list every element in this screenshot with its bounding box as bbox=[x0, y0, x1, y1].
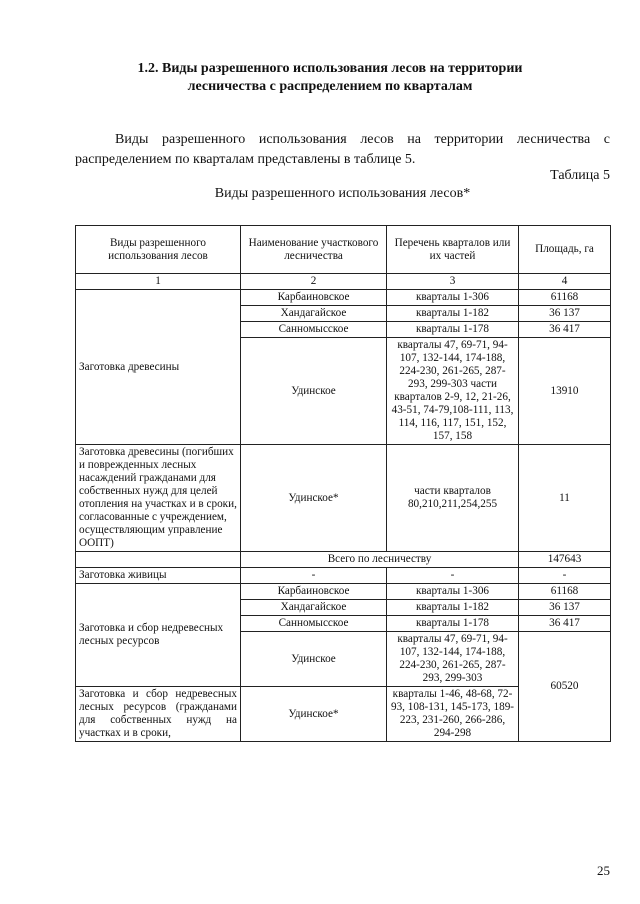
quarters-cell: кварталы 1-306 bbox=[387, 584, 519, 600]
area-cell: 11 bbox=[519, 445, 611, 552]
total-row bbox=[76, 552, 611, 568]
area-cell: 61168 bbox=[519, 584, 611, 600]
quarters-cell: кварталы 1-46, 48-68, 72-93, 108-131, 145-173, 189-223, 231-260, 266-286, 294-298 bbox=[387, 687, 519, 742]
table-row bbox=[76, 584, 611, 600]
total-label: Всего по лесничеству bbox=[241, 552, 519, 568]
table-row bbox=[76, 568, 611, 584]
use-type-cell: Заготовка и сбор недревесных лесных ресурсов bbox=[76, 584, 241, 687]
area-cell: 36 417 bbox=[519, 616, 611, 632]
table-label: Таблица 5 bbox=[550, 168, 610, 183]
header-cell: Виды разрешенного использования лесов bbox=[76, 226, 241, 274]
area-cell: 61168 bbox=[519, 290, 611, 306]
forestry-name: Удинское bbox=[241, 632, 387, 687]
column-number: 4 bbox=[519, 274, 611, 290]
page-number: 25 bbox=[597, 863, 610, 878]
forestry-name: Хандагайское bbox=[241, 600, 387, 616]
quarters-cell: - bbox=[387, 568, 519, 584]
use-type-cell: Заготовка и сбор недревесных лесных ресурсов (гражданами для собственных нужд на участках и в сроки, bbox=[76, 687, 241, 742]
forestry-name: Карбаиновское bbox=[241, 584, 387, 600]
use-type-cell: Заготовка древесины bbox=[76, 290, 241, 445]
use-type-cell: Заготовка живицы bbox=[76, 568, 241, 584]
forestry-name: Удинское* bbox=[241, 687, 387, 742]
quarters-cell: кварталы 47, 69-71, 94-107, 132-144, 174-188, 224-230, 261-265, 287-293, 299-303 bbox=[387, 632, 519, 687]
header-cell: Площадь, га bbox=[519, 226, 611, 274]
table-row bbox=[76, 445, 611, 552]
area-cell: - bbox=[519, 568, 611, 584]
area-cell: 36 137 bbox=[519, 600, 611, 616]
intro-paragraph: Виды разрешенного использования лесов на территории лесничества с распределением по кварталам представлены в таблице 5. bbox=[75, 132, 610, 167]
forestry-name: Санномысское bbox=[241, 322, 387, 338]
use-type-cell: Заготовка древесины (погибших и поврежденных лесных насаждений гражданами для собственных нужд для целей отопления на участках и в сроки, согласованные с учреждением, осуществляющим управление ООПТ) bbox=[76, 445, 241, 552]
table-header-row bbox=[76, 226, 611, 274]
quarters-cell: части кварталов 80,210,211,254,255 bbox=[387, 445, 519, 552]
total-area: 147643 bbox=[519, 552, 611, 568]
forestry-name: Карбаиновское bbox=[241, 290, 387, 306]
forestry-name: Удинское* bbox=[241, 445, 387, 552]
area-cell: 60520 bbox=[519, 632, 611, 742]
column-number: 3 bbox=[387, 274, 519, 290]
table-title: Виды разрешенного использования лесов* bbox=[214, 186, 471, 201]
column-number-row bbox=[76, 274, 611, 290]
quarters-cell: кварталы 47, 69-71, 94-107, 132-144, 174-188, 224-230, 261-265, 287-293, 299-303 части кварталов 2-9, 12, 21-26, 43-51, 74-79,108-111, 113, 114, 116, 117, 151, 152, 157, 158 bbox=[387, 338, 519, 445]
quarters-cell: кварталы 1-306 bbox=[387, 290, 519, 306]
forestry-name: Санномысское bbox=[241, 616, 387, 632]
header-cell: Перечень кварталов или их частей bbox=[387, 226, 519, 274]
forestry-name: Удинское bbox=[241, 338, 387, 445]
table-row bbox=[76, 290, 611, 306]
quarters-cell: кварталы 1-178 bbox=[387, 322, 519, 338]
column-number: 2 bbox=[241, 274, 387, 290]
area-cell: 36 417 bbox=[519, 322, 611, 338]
quarters-cell: кварталы 1-178 bbox=[387, 616, 519, 632]
column-number: 1 bbox=[76, 274, 241, 290]
quarters-cell: кварталы 1-182 bbox=[387, 306, 519, 322]
area-cell: 36 137 bbox=[519, 306, 611, 322]
forestry-name: - bbox=[241, 568, 387, 584]
forestry-name: Хандагайское bbox=[241, 306, 387, 322]
forest-use-table bbox=[75, 225, 611, 742]
header-cell: Наименование участкового лесничества bbox=[241, 226, 387, 274]
section-heading: 1.2. Виды разрешенного использования лесов на территории лесничества с распределением по кварталам bbox=[137, 61, 523, 94]
area-cell: 13910 bbox=[519, 338, 611, 445]
quarters-cell: кварталы 1-182 bbox=[387, 600, 519, 616]
